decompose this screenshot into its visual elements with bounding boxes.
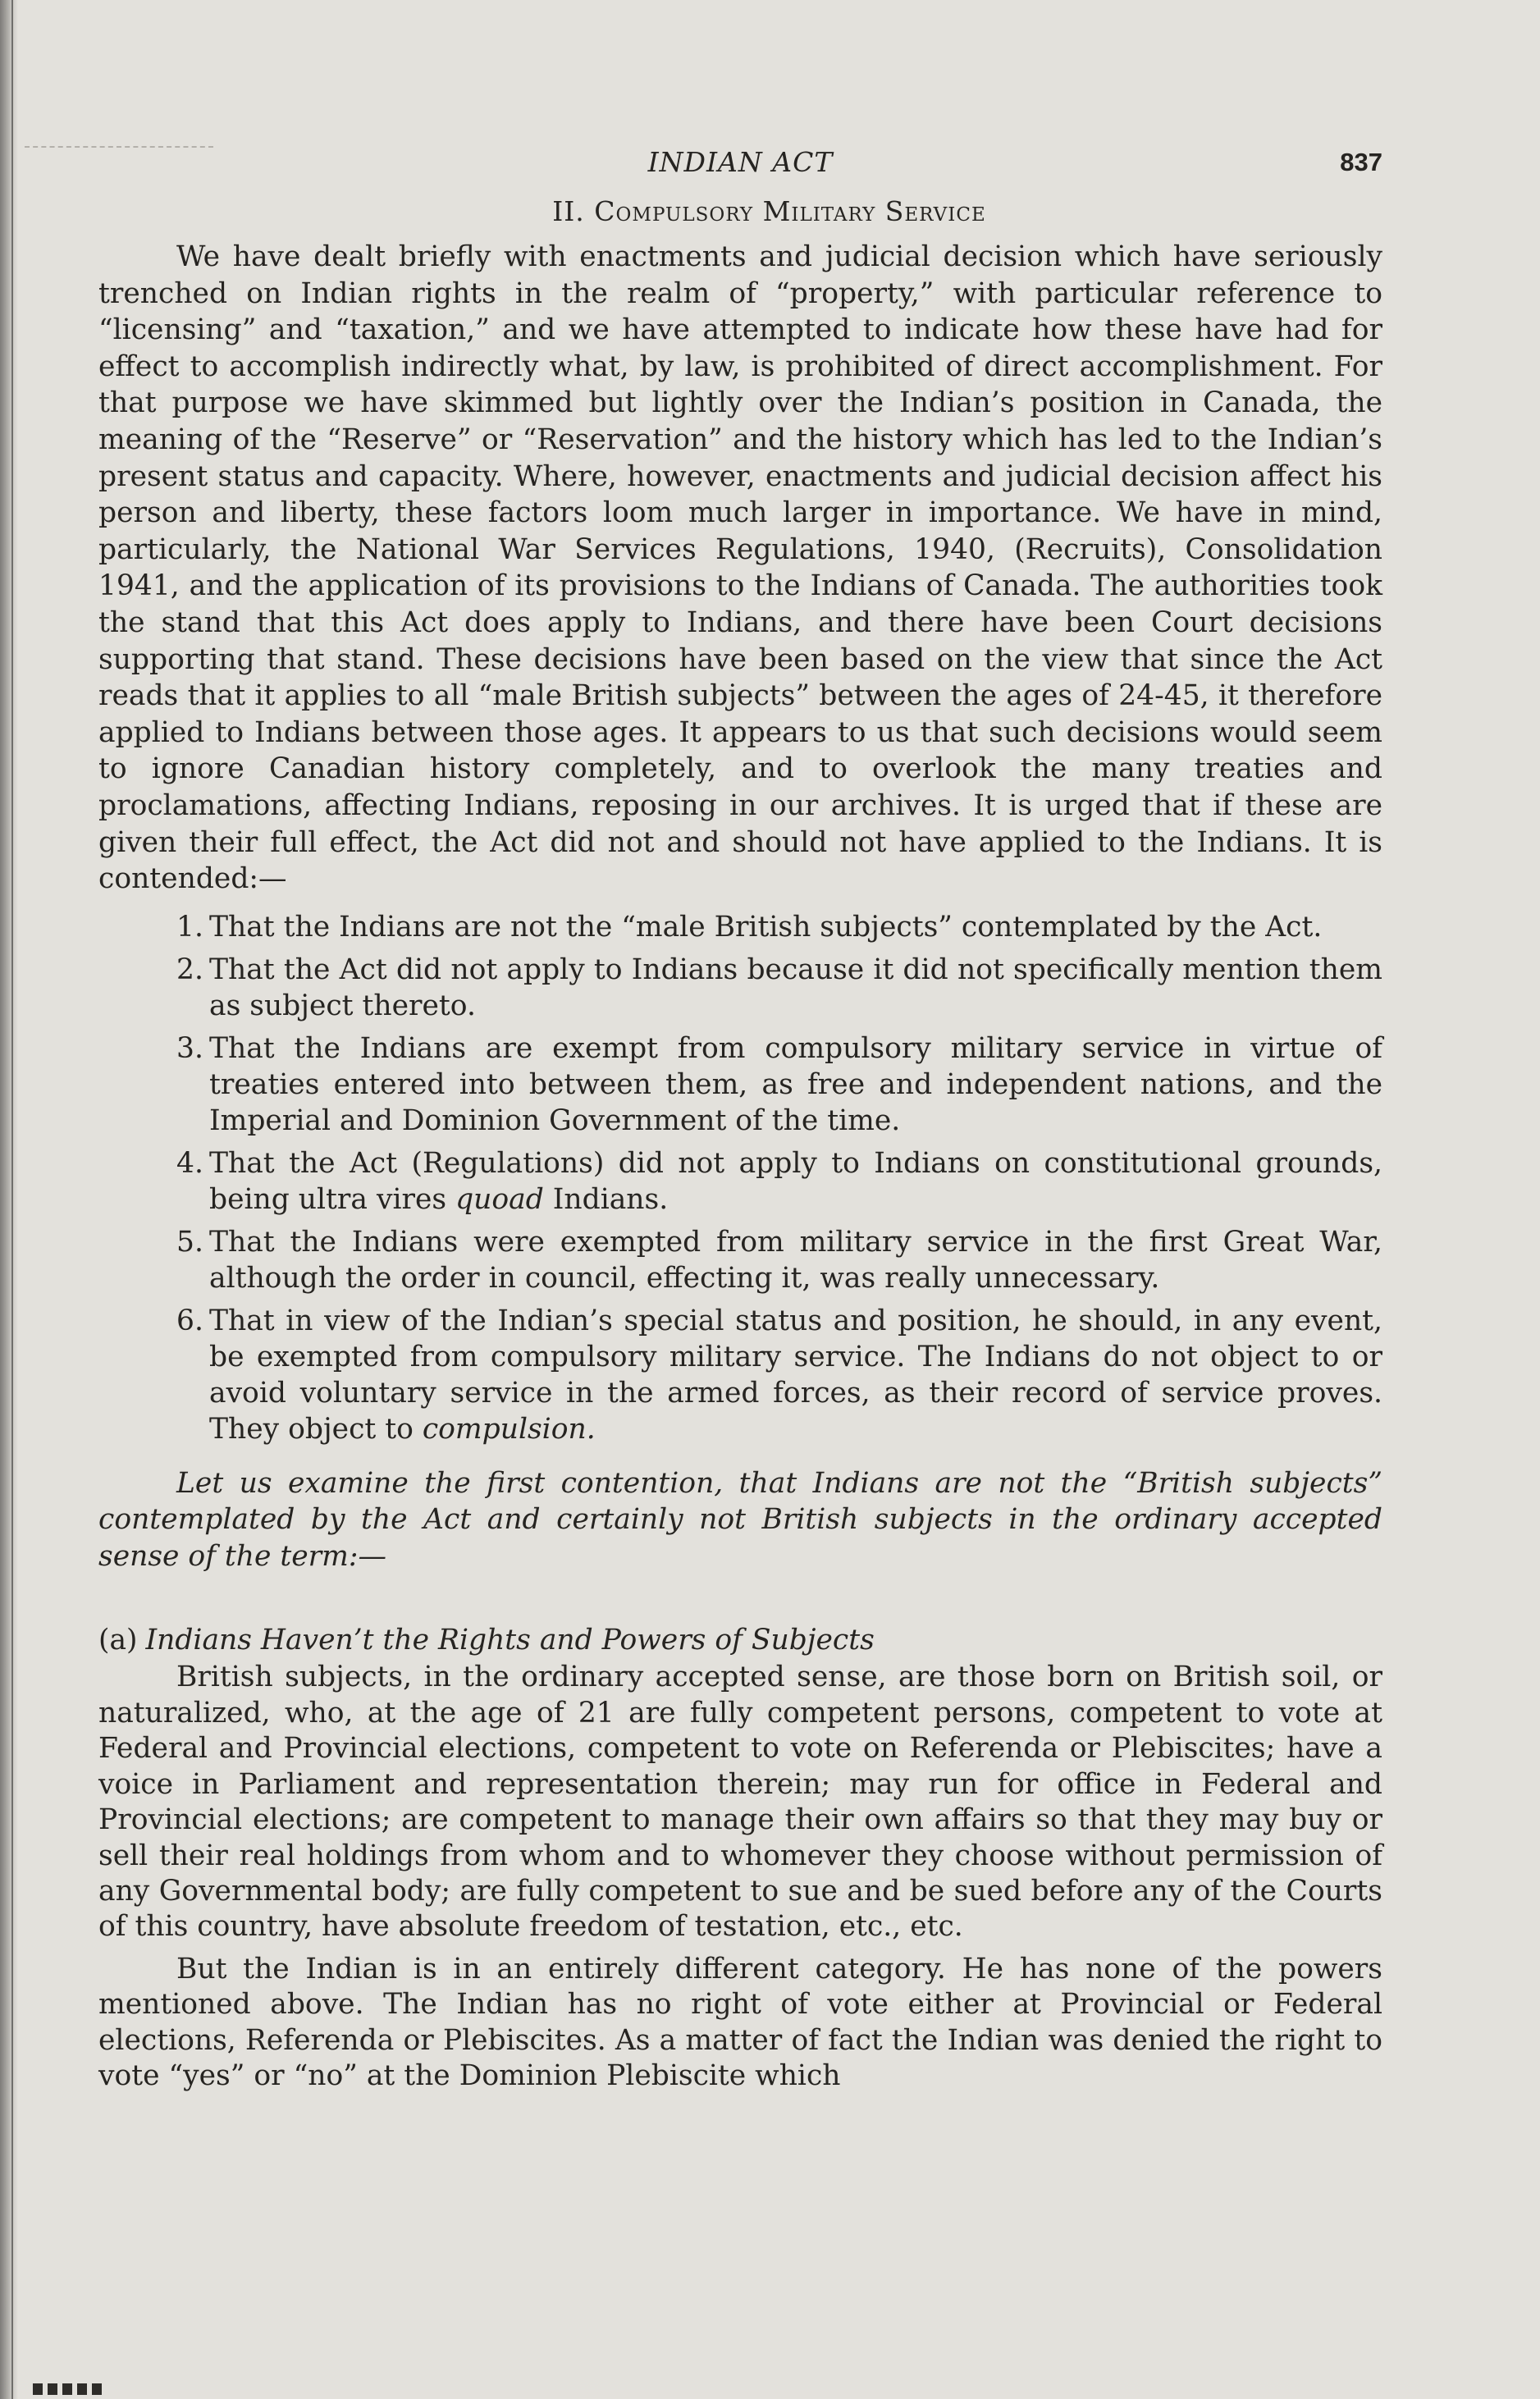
contention-number: 6.: [176, 1304, 203, 1337]
subsection-heading: [98, 1622, 1382, 1658]
contention-number: 1.: [176, 910, 203, 944]
contention-number: 5.: [176, 1225, 203, 1259]
page-header: [98, 139, 1382, 189]
contention-text: That the Act (Regulations) did not apply to Indians on constitutional grounds, being ultra vires: [209, 1146, 1382, 1216]
contentions-list: [98, 909, 1382, 1447]
contention-text: That the Indians were exempted from military service in the first Great War, although the order in council, effecting it, was really unnecessary.: [209, 1225, 1382, 1295]
contention-number: 3.: [176, 1031, 203, 1065]
page-number: 837: [1340, 148, 1382, 176]
british-subjects-paragraph: British subjects, in the ordinary accepted sense, are those born on British soil, or naturalized, who, at the age of 21 are fully competent persons, competent to vote at Federal and Provincial elections, competent to vote on Referenda or Plebiscites; have a voice in Parliament and representation therein; may run for office in Federal and Provincial elections; are competent to manage their own affairs so that they may buy or sell their real holdings from whom and to whomever they choose without permission of any Governmental body; are fully competent to sue and be sued before any of the Courts of this country, have absolute freedom of testation, etc., etc.: [98, 1661, 1382, 1944]
contention-item: [176, 952, 1382, 1024]
document-page: [98, 139, 1382, 2094]
subsection-label: (a): [98, 1624, 138, 1657]
examine-paragraph: Let us examine the first contention, that Indians are not the “British subjects” contemplated by the Act and certainly not British subjects in the ordinary accepted sense of the term:—: [98, 1466, 1382, 1573]
contention-text: That in view of the Indian’s special status and position, he should, in any event, be exempted from compulsory military service. The Indians do not object to or avoid voluntary service in the armed forces, as their record of service proves. They object to: [209, 1304, 1382, 1446]
scan-corner-mark: [33, 2383, 107, 2395]
contention-item: [176, 909, 1382, 945]
contention-italic-word: quoad: [455, 1182, 544, 1216]
contention-number: 4.: [176, 1146, 203, 1180]
contention-item: [176, 1303, 1382, 1447]
intro-paragraph: We have dealt briefly with enactments and judicial decision which have seriously trenched on Indian rights in the realm of “property,” with particular reference to “licensing” and “taxation,” and we have attempted to indicate how these have had for effect to accomplish indirectly what, by law, is prohibited of direct accomplishment. For that purpose we have skimmed but lightly over the Indian’s position in Canada, the meaning of the “Reserve” or “Reservation” and the history which has led to the Indian’s present status and capacity. Where, however, enactments and judicial decision affect his person and liberty, these factors loom much larger in importance. We have in mind, particularly, the National War Services Regulations, 1940, (Recruits), Consolidation 1941, and the application of its provisions to the Indians of Canada. The authorities took the stand that this Act does apply to Indians, and there have been Court decisions supporting that stand. These decisions have been based on the view that since the Act reads that it applies to all “male British subjects” between the ages of 24-45, it therefore applied to Indians between those ages. It appears to us that such decisions would seem to ignore Canadian history completely, and to overlook the many treaties and proclamations, affecting Indians, reposing in our archives. It is urged that if these are given their full effect, the Act did not and should not have applied to the Indians. It is contended:—: [98, 240, 1382, 896]
contention-italic-word: compulsion.: [422, 1412, 596, 1446]
contention-item: [176, 1030, 1382, 1139]
running-title: INDIAN ACT: [647, 146, 834, 178]
contention-text: That the Indians are not the “male British subjects” contemplated by the Act.: [209, 910, 1323, 944]
contention-item: [176, 1145, 1382, 1218]
indian-category-paragraph: But the Indian is in an entirely different category. He has none of the powers mentioned above. The Indian has no right of vote either at Provincial or Federal elections, Referenda or Plebiscites. As a matter of fact the Indian was denied the right to vote “yes” or “no” at the Dominion Plebiscite which: [98, 1952, 1382, 2092]
contention-text-after: Indians.: [543, 1182, 669, 1216]
contention-number: 2.: [176, 953, 203, 986]
section-heading: II. Compulsory Military Service: [552, 195, 986, 227]
contention-item: [176, 1224, 1382, 1296]
contention-text: That the Act did not apply to Indians because it did not specifically mention them as subject thereto.: [209, 953, 1382, 1022]
scan-edge-shadow: [0, 0, 18, 2399]
contention-text: That the Indians are exempt from compulsory military service in virtue of treaties entered into between them, as free and independent nations, and the Imperial and Dominion Government of the time.: [209, 1031, 1382, 1137]
binding-edge-line: [11, 0, 13, 2399]
subsection-title: Indians Haven’t the Rights and Powers of Subjects: [145, 1624, 875, 1657]
